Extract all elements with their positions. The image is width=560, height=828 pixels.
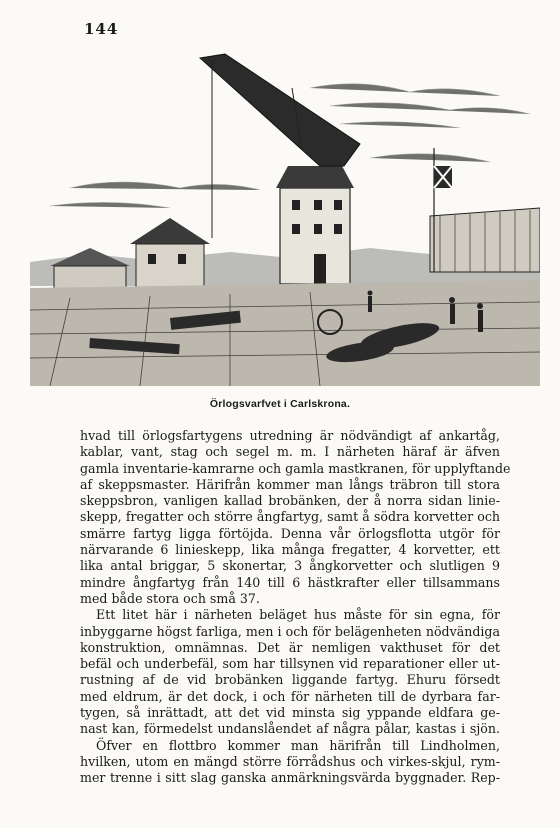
text-line: hvad till örlogsfartygens utredning är nödvändigt af ankartåg, [80, 428, 500, 443]
text-line: rustning af de vid brobänken liggande fartyg. Ehuru försedt [80, 672, 500, 688]
text-line: skepp, fregatter och större ångfartyg, samt å södra korvetter och [80, 509, 500, 525]
body-text [80, 428, 511, 787]
text-line: lika antal briggar, 5 skonertar, 3 ångkorvetter och slutligen 9 [80, 558, 500, 574]
engraving-illustration [30, 48, 540, 386]
text-line: smärre fartyg ligga förtöjda. Denna vår örlogsflotta utgör för [80, 525, 500, 541]
text-line: närvarande 6 linieskepp, lika många fregatter, 4 korvetter, ett [80, 542, 500, 558]
text-line: tygen, så inrättadt, att det vid minsta sig yppande eldfara ge- [80, 705, 500, 721]
naval-yard-engraving [30, 48, 540, 386]
text-line: mer trenne i sitt slag ganska anmärkningsvärda byggnader. Rep- [80, 770, 500, 786]
text-line: skeppsbron, vanligen kallad brobänken, der å norra sidan linie- [80, 493, 500, 509]
page-number: 144 [84, 20, 119, 38]
text-line: kablar, vant, stag och segel m. m. I närheten häraf är äfven [80, 444, 500, 460]
text-line: gamla inventarie-kamrarne och gamla mastkranen, för upplyftande [80, 460, 511, 476]
text-line: med både stora och små 37. [80, 590, 260, 606]
text-line: med eldrum, är det dock, i och för närheten till de dyrbara far- [80, 688, 500, 704]
text-line: nast kan, förmedelst undanslåendet af några pålar, kastas i sjön. [80, 721, 500, 737]
text-line: befäl och underbefäl, som har tillsynen vid reparationer eller ut- [80, 656, 500, 672]
figure-caption: Örlogsvarfvet i Carlskrona. [209, 398, 351, 410]
text-line: Öfver en flottbro kommer man härifrån till Lindholmen, [96, 737, 500, 753]
text-line: mindre ångfartyg från 140 till 6 hästkrafter eller tillsammans [80, 574, 500, 590]
text-line: konstruktion, omnämnas. Det är nemligen vakthuset för det [80, 639, 500, 655]
text-line: inbyggarne högst farliga, men i och för belägenheten nödvändiga [80, 623, 500, 639]
text-line: hvilken, utom en mängd större förrådshus och virkes-skjul, rym- [80, 753, 500, 769]
text-line: af skeppsmaster. Härifrån kommer man långs träbron till stora [80, 476, 500, 492]
text-line: Ett litet här i närheten beläget hus måste för sin egna, för [96, 607, 500, 623]
